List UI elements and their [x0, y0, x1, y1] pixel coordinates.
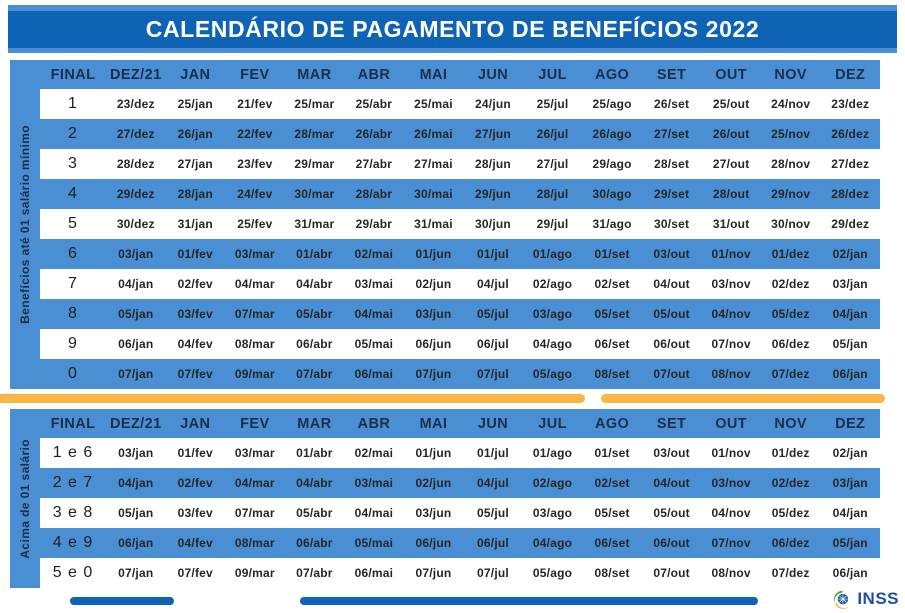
payment-date-cell: 28/jan: [177, 187, 213, 201]
payment-date-cell: 01/dez: [771, 446, 810, 460]
payment-date-cell: 03/out: [653, 247, 690, 261]
table-row: [40, 89, 880, 119]
final-digit-cell: 1 e 6: [52, 444, 94, 461]
payment-date-cell: 24/fev: [237, 187, 273, 201]
payment-date-cell: 26/jul: [536, 127, 569, 141]
payment-date-cell: 01/nov: [711, 247, 751, 261]
table-row: [40, 149, 880, 179]
payment-date-cell: 05/jan: [118, 307, 154, 321]
payment-date-cell: 06/jan: [832, 566, 868, 580]
payment-date-cell: 02/mai: [354, 446, 394, 460]
payment-date-cell: 02/dez: [771, 476, 810, 490]
column-header: NOV: [774, 415, 807, 432]
final-digit-cell: 2 e 7: [52, 474, 94, 491]
payment-date-cell: 03/jan: [832, 277, 868, 291]
table-row: [40, 528, 880, 558]
payment-date-cell: 09/mar: [234, 367, 275, 381]
payment-date-cell: 07/mar: [234, 506, 275, 520]
payment-date-cell: 05/ago: [532, 566, 573, 580]
payment-date-cell: 04/nov: [711, 506, 751, 520]
payment-date-cell: 04/fev: [177, 536, 213, 550]
payment-date-cell: 26/ago: [592, 127, 632, 141]
payment-date-cell: 04/jan: [832, 506, 868, 520]
payment-date-cell: 06/jan: [832, 367, 868, 381]
final-digit-cell: 3: [68, 155, 78, 172]
payment-date-cell: 07/jan: [118, 566, 154, 580]
payment-date-cell: 06/dez: [771, 337, 810, 351]
payment-date-cell: 01/fev: [177, 247, 213, 261]
payment-date-cell: 03/out: [653, 446, 690, 460]
payment-date-cell: 06/out: [653, 536, 690, 550]
payment-date-cell: 06/jan: [118, 337, 154, 351]
payment-date-cell: 05/jul: [477, 506, 509, 520]
payment-date-cell: 07/abr: [296, 566, 333, 580]
payment-date-cell: 06/jan: [118, 536, 154, 550]
table-row: [40, 269, 880, 299]
payment-date-cell: 27/dez: [831, 157, 870, 171]
payment-date-cell: 02/jan: [832, 446, 868, 460]
payment-date-cell: 05/set: [594, 307, 630, 321]
column-header: JAN: [180, 415, 211, 432]
payment-date-cell: 07/nov: [711, 337, 751, 351]
payment-date-cell: 28/mar: [294, 127, 335, 141]
payment-date-cell: 30/ago: [592, 187, 632, 201]
payment-date-cell: 04/mai: [354, 307, 394, 321]
payment-date-cell: 04/out: [653, 476, 690, 490]
payment-date-cell: 07/fev: [177, 367, 213, 381]
column-header: JUL: [538, 415, 567, 432]
payment-date-cell: 25/nov: [771, 127, 811, 141]
payment-date-cell: 26/abr: [355, 127, 393, 141]
payment-date-cell: 28/jul: [536, 187, 569, 201]
payment-date-cell: 26/dez: [831, 127, 870, 141]
payment-date-cell: 28/out: [712, 187, 750, 201]
payment-date-cell: 03/mai: [354, 277, 394, 291]
payment-date-cell: 03/mar: [234, 446, 275, 460]
payment-date-cell: 08/nov: [711, 367, 751, 381]
payment-date-cell: 04/nov: [711, 307, 751, 321]
payment-date-cell: 04/jan: [118, 476, 154, 490]
payment-date-cell: 01/jun: [415, 446, 452, 460]
payment-date-cell: 06/set: [594, 337, 630, 351]
yellow-divider: [0, 394, 905, 403]
payment-date-cell: 08/nov: [711, 566, 751, 580]
payment-date-cell: 03/jan: [118, 446, 154, 460]
payment-date-cell: 07/jul: [477, 367, 509, 381]
payment-date-cell: 28/abr: [355, 187, 393, 201]
table-row: [40, 119, 880, 149]
column-header: MAR: [297, 66, 332, 83]
payment-date-cell: 04/ago: [532, 536, 573, 550]
payment-date-cell: 08/set: [594, 367, 630, 381]
inss-logo-icon: [832, 589, 853, 610]
payment-date-cell: 28/jun: [475, 157, 511, 171]
payment-date-cell: 25/mai: [414, 97, 453, 111]
payment-table-minimum: [40, 60, 880, 389]
payment-date-cell: 04/jul: [477, 476, 509, 490]
column-header: AGO: [594, 415, 630, 432]
column-header: FEV: [240, 66, 270, 83]
column-header: JUN: [477, 66, 509, 83]
payment-date-cell: 29/dez: [116, 187, 155, 201]
yellow-divider-segment-right: [601, 394, 885, 403]
final-digit-cell: 8: [68, 305, 78, 322]
payment-date-cell: 04/mai: [354, 506, 394, 520]
payment-date-cell: 02/jun: [415, 277, 452, 291]
payment-date-cell: 22/fev: [237, 127, 273, 141]
payment-date-cell: 25/out: [712, 97, 750, 111]
payment-date-cell: 30/nov: [771, 217, 811, 231]
payment-date-cell: 06/mai: [354, 566, 394, 580]
payment-date-cell: 02/set: [594, 277, 630, 291]
side-label-minimum-wage: [10, 60, 40, 389]
table-row: [40, 299, 880, 329]
payment-date-cell: 07/fev: [177, 566, 213, 580]
column-header: DEZ/21: [109, 415, 162, 432]
payment-date-cell: 07/jun: [415, 566, 452, 580]
payment-date-cell: 29/mar: [294, 157, 335, 171]
payment-date-cell: 27/out: [712, 157, 750, 171]
payment-date-cell: 25/fev: [237, 217, 273, 231]
payment-date-cell: 26/jan: [177, 127, 213, 141]
payment-date-cell: 27/dez: [116, 127, 155, 141]
payment-date-cell: 23/fev: [237, 157, 273, 171]
payment-date-cell: 29/set: [653, 187, 690, 201]
payment-date-cell: 05/jul: [477, 307, 509, 321]
payment-date-cell: 25/abr: [355, 97, 393, 111]
payment-date-cell: 07/abr: [296, 367, 333, 381]
payment-date-cell: 07/mar: [234, 307, 275, 321]
column-header: DEZ: [835, 415, 866, 432]
payment-date-cell: 05/dez: [771, 307, 810, 321]
payment-date-cell: 08/mar: [234, 536, 275, 550]
side-label-text: Acima de 01 salário: [18, 438, 32, 559]
table-row: [40, 179, 880, 209]
payment-date-cell: 03/mai: [354, 476, 394, 490]
payment-date-cell: 01/abr: [296, 446, 333, 460]
payment-date-cell: 08/set: [594, 566, 630, 580]
payment-date-cell: 01/fev: [177, 446, 213, 460]
column-header: FINAL: [50, 66, 96, 83]
payment-date-cell: 03/jun: [415, 506, 452, 520]
payment-date-cell: 01/jul: [477, 446, 509, 460]
payment-date-cell: 26/set: [653, 97, 690, 111]
column-header: ABR: [357, 415, 391, 432]
column-header: SET: [656, 415, 687, 432]
payment-date-cell: 05/jan: [832, 536, 868, 550]
payment-date-cell: 23/dez: [116, 97, 155, 111]
payment-date-cell: 01/jun: [415, 247, 452, 261]
final-digit-cell: 1: [68, 95, 78, 112]
payment-date-cell: 30/mar: [294, 187, 335, 201]
payment-date-cell: 01/set: [594, 446, 630, 460]
table-row: [40, 209, 880, 239]
payment-date-cell: 29/jul: [536, 217, 569, 231]
payment-date-cell: 09/mar: [234, 566, 275, 580]
payment-date-cell: 08/mar: [234, 337, 275, 351]
final-digit-cell: 0: [68, 365, 78, 382]
payment-date-cell: 03/mar: [234, 247, 275, 261]
final-digit-cell: 2: [68, 125, 78, 142]
payment-date-cell: 29/ago: [592, 157, 632, 171]
column-header: FEV: [240, 415, 270, 432]
column-header: DEZ/21: [109, 66, 162, 83]
payment-date-cell: 05/mai: [354, 536, 394, 550]
payment-date-cell: 02/jan: [832, 247, 868, 261]
payment-date-cell: 25/jan: [177, 97, 213, 111]
payment-date-cell: 05/mai: [354, 337, 394, 351]
payment-date-cell: 30/set: [653, 217, 690, 231]
payment-date-cell: 04/fev: [177, 337, 213, 351]
payment-date-cell: 07/dez: [771, 566, 810, 580]
inss-logo: [832, 588, 899, 610]
payment-date-cell: 25/ago: [592, 97, 632, 111]
payment-date-cell: 31/jan: [177, 217, 213, 231]
column-header: ABR: [357, 66, 391, 83]
side-label-text: Benefícios até 01 salário mínimo: [18, 125, 32, 324]
payment-date-cell: 01/jul: [477, 247, 509, 261]
payment-date-cell: 26/mai: [414, 127, 453, 141]
payment-table-above-minimum: [40, 409, 880, 588]
payment-date-cell: 03/jan: [832, 476, 868, 490]
payment-date-cell: 31/mai: [414, 217, 453, 231]
payment-date-cell: 02/jun: [415, 476, 452, 490]
payment-date-cell: 29/abr: [355, 217, 393, 231]
payment-date-cell: 07/out: [653, 566, 690, 580]
final-digit-cell: 7: [68, 275, 78, 292]
payment-date-cell: 03/fev: [177, 307, 213, 321]
payment-date-cell: 02/ago: [532, 277, 573, 291]
footer-bar-left: [70, 597, 174, 605]
payment-date-cell: 31/mar: [294, 217, 335, 231]
payment-date-cell: 05/dez: [771, 506, 810, 520]
payment-date-cell: 05/jan: [832, 337, 868, 351]
payment-date-cell: 02/ago: [532, 476, 573, 490]
table-row: [40, 498, 880, 528]
column-header: MAI: [419, 415, 448, 432]
payment-date-cell: 03/ago: [532, 506, 573, 520]
inss-logo-text: INSS: [857, 589, 899, 608]
payment-date-cell: 06/abr: [296, 337, 333, 351]
column-header: FINAL: [50, 415, 96, 432]
payment-date-cell: 07/nov: [711, 536, 751, 550]
column-header: SET: [656, 66, 687, 83]
payment-date-cell: 04/mar: [234, 476, 275, 490]
payment-date-cell: 02/fev: [177, 476, 213, 490]
payment-date-cell: 02/set: [594, 476, 630, 490]
payment-date-cell: 21/fev: [237, 97, 273, 111]
payment-date-cell: 06/set: [594, 536, 630, 550]
payment-date-cell: 06/jul: [477, 536, 509, 550]
side-label-above-minimum: [10, 409, 40, 588]
payment-date-cell: 28/dez: [116, 157, 155, 171]
payment-date-cell: 06/jun: [415, 337, 452, 351]
payment-date-cell: 04/out: [653, 277, 690, 291]
payment-date-cell: 05/abr: [296, 506, 333, 520]
table-header-row: [40, 60, 880, 89]
final-digit-cell: 5: [68, 215, 78, 232]
payment-date-cell: 06/mai: [354, 367, 394, 381]
column-header: OUT: [715, 415, 748, 432]
payment-date-cell: 28/nov: [771, 157, 811, 171]
payment-date-cell: 26/out: [712, 127, 750, 141]
payment-date-cell: 30/jun: [475, 217, 511, 231]
table-acima-de-1-salario: [10, 409, 880, 588]
final-digit-cell: 4 e 9: [52, 534, 94, 551]
payment-date-cell: 31/out: [712, 217, 750, 231]
payment-date-cell: 03/nov: [711, 277, 751, 291]
payment-date-cell: 06/abr: [296, 536, 333, 550]
payment-date-cell: 01/set: [594, 247, 630, 261]
payment-date-cell: 07/jun: [415, 367, 452, 381]
table-beneficios-ate-1-salario-minimo: [10, 60, 880, 389]
payment-date-cell: 03/jun: [415, 307, 452, 321]
payment-date-cell: 29/dez: [831, 217, 870, 231]
payment-date-cell: 28/set: [653, 157, 690, 171]
table-row: [40, 558, 880, 588]
payment-date-cell: 05/jan: [118, 506, 154, 520]
payment-date-cell: 04/ago: [532, 337, 573, 351]
payment-date-cell: 24/jun: [475, 97, 511, 111]
table-header-row: [40, 409, 880, 438]
column-header: JUL: [538, 66, 567, 83]
payment-date-cell: 29/jun: [475, 187, 511, 201]
title-banner: [8, 5, 897, 53]
payment-date-cell: 27/mai: [414, 157, 453, 171]
payment-date-cell: 07/jan: [118, 367, 154, 381]
payment-date-cell: 03/fev: [177, 506, 213, 520]
payment-date-cell: 28/dez: [831, 187, 870, 201]
payment-date-cell: 04/jan: [832, 307, 868, 321]
table-row: [40, 329, 880, 359]
payment-date-cell: 27/jun: [475, 127, 511, 141]
payment-date-cell: 01/nov: [711, 446, 751, 460]
payment-date-cell: 06/jul: [477, 337, 509, 351]
final-digit-cell: 9: [68, 335, 78, 352]
payment-date-cell: 31/ago: [592, 217, 632, 231]
payment-date-cell: 05/set: [594, 506, 630, 520]
final-digit-cell: 6: [68, 245, 78, 262]
payment-date-cell: 04/jan: [118, 277, 154, 291]
payment-date-cell: 02/dez: [771, 277, 810, 291]
payment-date-cell: 05/ago: [532, 367, 573, 381]
payment-date-cell: 07/dez: [771, 367, 810, 381]
payment-date-cell: 02/mai: [354, 247, 394, 261]
page-title: CALENDÁRIO DE PAGAMENTO DE BENEFÍCIOS 2022: [145, 16, 760, 42]
payment-date-cell: 24/nov: [771, 97, 811, 111]
payment-date-cell: 01/ago: [532, 446, 573, 460]
payment-date-cell: 03/nov: [711, 476, 751, 490]
payment-date-cell: 02/fev: [177, 277, 213, 291]
payment-date-cell: 04/jul: [477, 277, 509, 291]
payment-date-cell: 25/jul: [536, 97, 569, 111]
payment-date-cell: 05/out: [653, 506, 690, 520]
payment-date-cell: 04/abr: [296, 277, 333, 291]
final-digit-cell: 4: [68, 185, 78, 202]
payment-date-cell: 23/dez: [831, 97, 870, 111]
column-header: MAI: [419, 66, 448, 83]
column-header: JAN: [180, 66, 211, 83]
payment-date-cell: 07/out: [653, 367, 690, 381]
payment-date-cell: 27/abr: [355, 157, 393, 171]
payment-date-cell: 01/abr: [296, 247, 333, 261]
column-header: DEZ: [835, 66, 866, 83]
table-row: [40, 438, 880, 468]
payment-date-cell: 25/mar: [294, 97, 335, 111]
column-header: MAR: [297, 415, 332, 432]
payment-date-cell: 01/dez: [771, 247, 810, 261]
payment-date-cell: 04/mar: [234, 277, 275, 291]
column-header: NOV: [774, 66, 807, 83]
payment-date-cell: 07/jul: [477, 566, 509, 580]
payment-date-cell: 29/nov: [771, 187, 811, 201]
column-header: OUT: [715, 66, 748, 83]
table-row: [40, 359, 880, 389]
final-digit-cell: 3 e 8: [52, 504, 94, 521]
column-header: AGO: [594, 66, 630, 83]
payment-date-cell: 05/abr: [296, 307, 333, 321]
payment-date-cell: 27/set: [653, 127, 690, 141]
table-row: [40, 468, 880, 498]
payment-date-cell: 27/jul: [536, 157, 569, 171]
payment-date-cell: 01/ago: [532, 247, 573, 261]
payment-date-cell: 06/dez: [771, 536, 810, 550]
payment-date-cell: 04/abr: [296, 476, 333, 490]
payment-date-cell: 06/jun: [415, 536, 452, 550]
footer-bar-right: [300, 597, 758, 605]
payment-date-cell: 03/jan: [118, 247, 154, 261]
payment-date-cell: 30/dez: [116, 217, 155, 231]
final-digit-cell: 5 e 0: [52, 564, 94, 581]
payment-date-cell: 03/ago: [532, 307, 573, 321]
table-row: [40, 239, 880, 269]
column-header: JUN: [477, 415, 509, 432]
payment-date-cell: 05/out: [653, 307, 690, 321]
payment-date-cell: 30/mai: [414, 187, 453, 201]
yellow-divider-segment-left: [0, 394, 585, 403]
payment-date-cell: 27/jan: [177, 157, 213, 171]
payment-date-cell: 06/out: [653, 337, 690, 351]
